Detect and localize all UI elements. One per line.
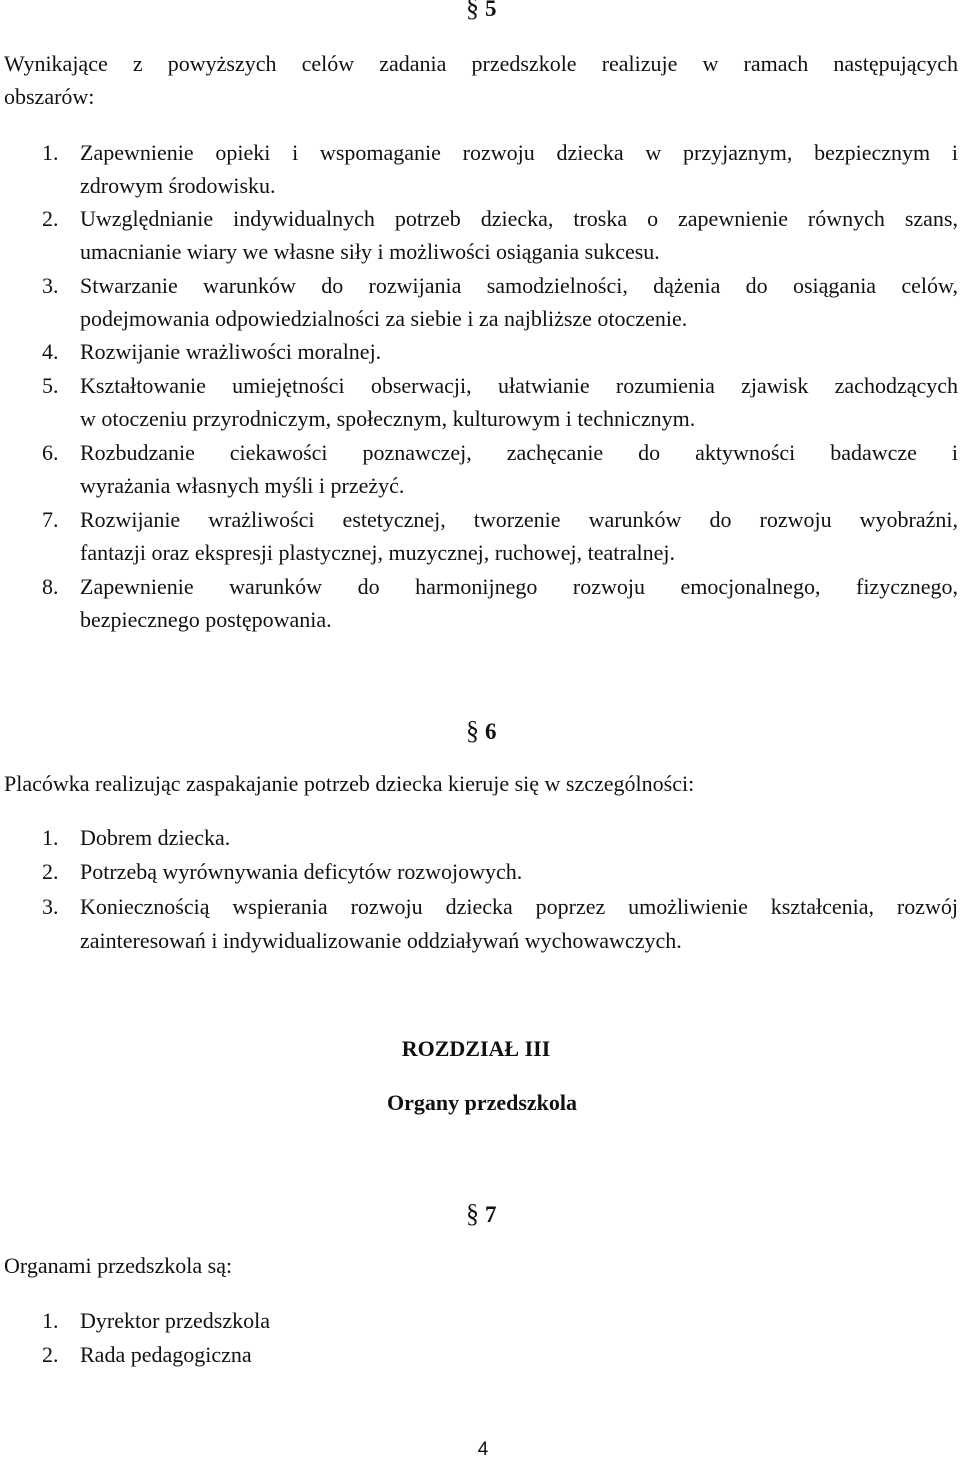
section-symbol: § (466, 1199, 479, 1228)
list-item-text: Uwzględnianie indywidualnych potrzeb dziecka, troska o zapewnienie równych szans, (80, 206, 958, 231)
list-item-number: 1. (42, 1308, 59, 1333)
list-item-text-cont: zainteresowań i indywidualizowanie oddziaływań wychowawczych. (80, 928, 682, 953)
list-item-text-cont: wyrażania własnych myśli i przeżyć. (80, 473, 405, 498)
chapter-subtitle: Organy przedszkola (386, 1090, 578, 1115)
list-item-number: 1. (42, 140, 59, 165)
list-item-text-cont: fantazji oraz ekspresji plastycznej, muzycznej, ruchowej, teatralnej. (80, 540, 675, 565)
list-item-number: 5. (42, 373, 59, 398)
section-mark-7 (466, 1200, 497, 1229)
section-7-intro: Organami przedszkola są: (4, 1253, 233, 1278)
section-mark-5 (466, 0, 497, 23)
section-number: 5 (485, 0, 497, 21)
list-item-number: 8. (42, 574, 59, 599)
list-item-number: 1. (42, 825, 59, 850)
list-item-text: Rada pedagogiczna (80, 1342, 252, 1367)
list-item-text: Rozbudzanie ciekawości poznawczej, zachęcanie do aktywności badawcze i (80, 440, 958, 465)
list-item-text: Koniecznością wspierania rozwoju dziecka poprzez umożliwienie kształcenia, rozwój (80, 894, 958, 919)
section-number: 6 (485, 719, 497, 744)
section-number: 7 (485, 1202, 497, 1227)
section-5-intro-line2: obszarów: (4, 84, 95, 109)
list-item-number: 3. (42, 273, 59, 298)
section-5-intro-line1: Wynikające z powyższych celów zadania przedszkole realizuje w ramach następujących (4, 51, 958, 76)
list-item-number: 2. (42, 1342, 59, 1367)
list-item-number: 4. (42, 339, 59, 364)
list-item-text: Kształtowanie umiejętności obserwacji, ułatwianie rozumienia zjawisk zachodzących (80, 373, 958, 398)
list-item-number: 2. (42, 206, 59, 231)
list-item-text: Dobrem dziecka. (80, 825, 231, 850)
list-item-text-cont: w otoczeniu przyrodniczym, społecznym, kulturowym i technicznym. (80, 406, 696, 431)
list-item-text: Rozwijanie wrażliwości moralnej. (80, 339, 382, 364)
list-item-text: Zapewnienie warunków do harmonijnego rozwoju emocjonalnego, fizycznego, (80, 574, 958, 599)
list-item-text: Stwarzanie warunków do rozwijania samodzielności, dążenia do osiągania celów, (80, 273, 958, 298)
list-item-text-cont: zdrowym środowisku. (80, 173, 276, 198)
list-item-number: 3. (42, 894, 59, 919)
section-symbol: § (466, 0, 479, 22)
list-item-text: Potrzebą wyrównywania deficytów rozwojowych. (80, 859, 523, 884)
list-item-number: 7. (42, 507, 59, 532)
list-item-text-cont: podejmowania odpowiedzialności za siebie i za najbliższe otoczenie. (80, 306, 688, 331)
list-item-number: 2. (42, 859, 59, 884)
chapter-title: ROZDZIAŁ III (401, 1036, 551, 1061)
section-symbol: § (466, 716, 479, 745)
section-6-intro: Placówka realizując zaspakajanie potrzeb dziecka kieruje się w szczególności: (4, 771, 695, 796)
list-item-text: Zapewnienie opieki i wspomaganie rozwoju dziecka w przyjaznym, bezpiecznym i (80, 140, 958, 165)
list-item-text-cont: umacnianie wiary we własne siły i możliwości osiągania sukcesu. (80, 239, 660, 264)
page-number: 4 (477, 1439, 489, 1460)
list-item-text: Rozwijanie wrażliwości estetycznej, tworzenie warunków do rozwoju wyobraźni, (80, 507, 958, 532)
section-mark-6 (466, 717, 497, 746)
list-item-text-cont: bezpiecznego postępowania. (80, 607, 332, 632)
list-item-number: 6. (42, 440, 59, 465)
list-item-text: Dyrektor przedszkola (80, 1308, 270, 1333)
